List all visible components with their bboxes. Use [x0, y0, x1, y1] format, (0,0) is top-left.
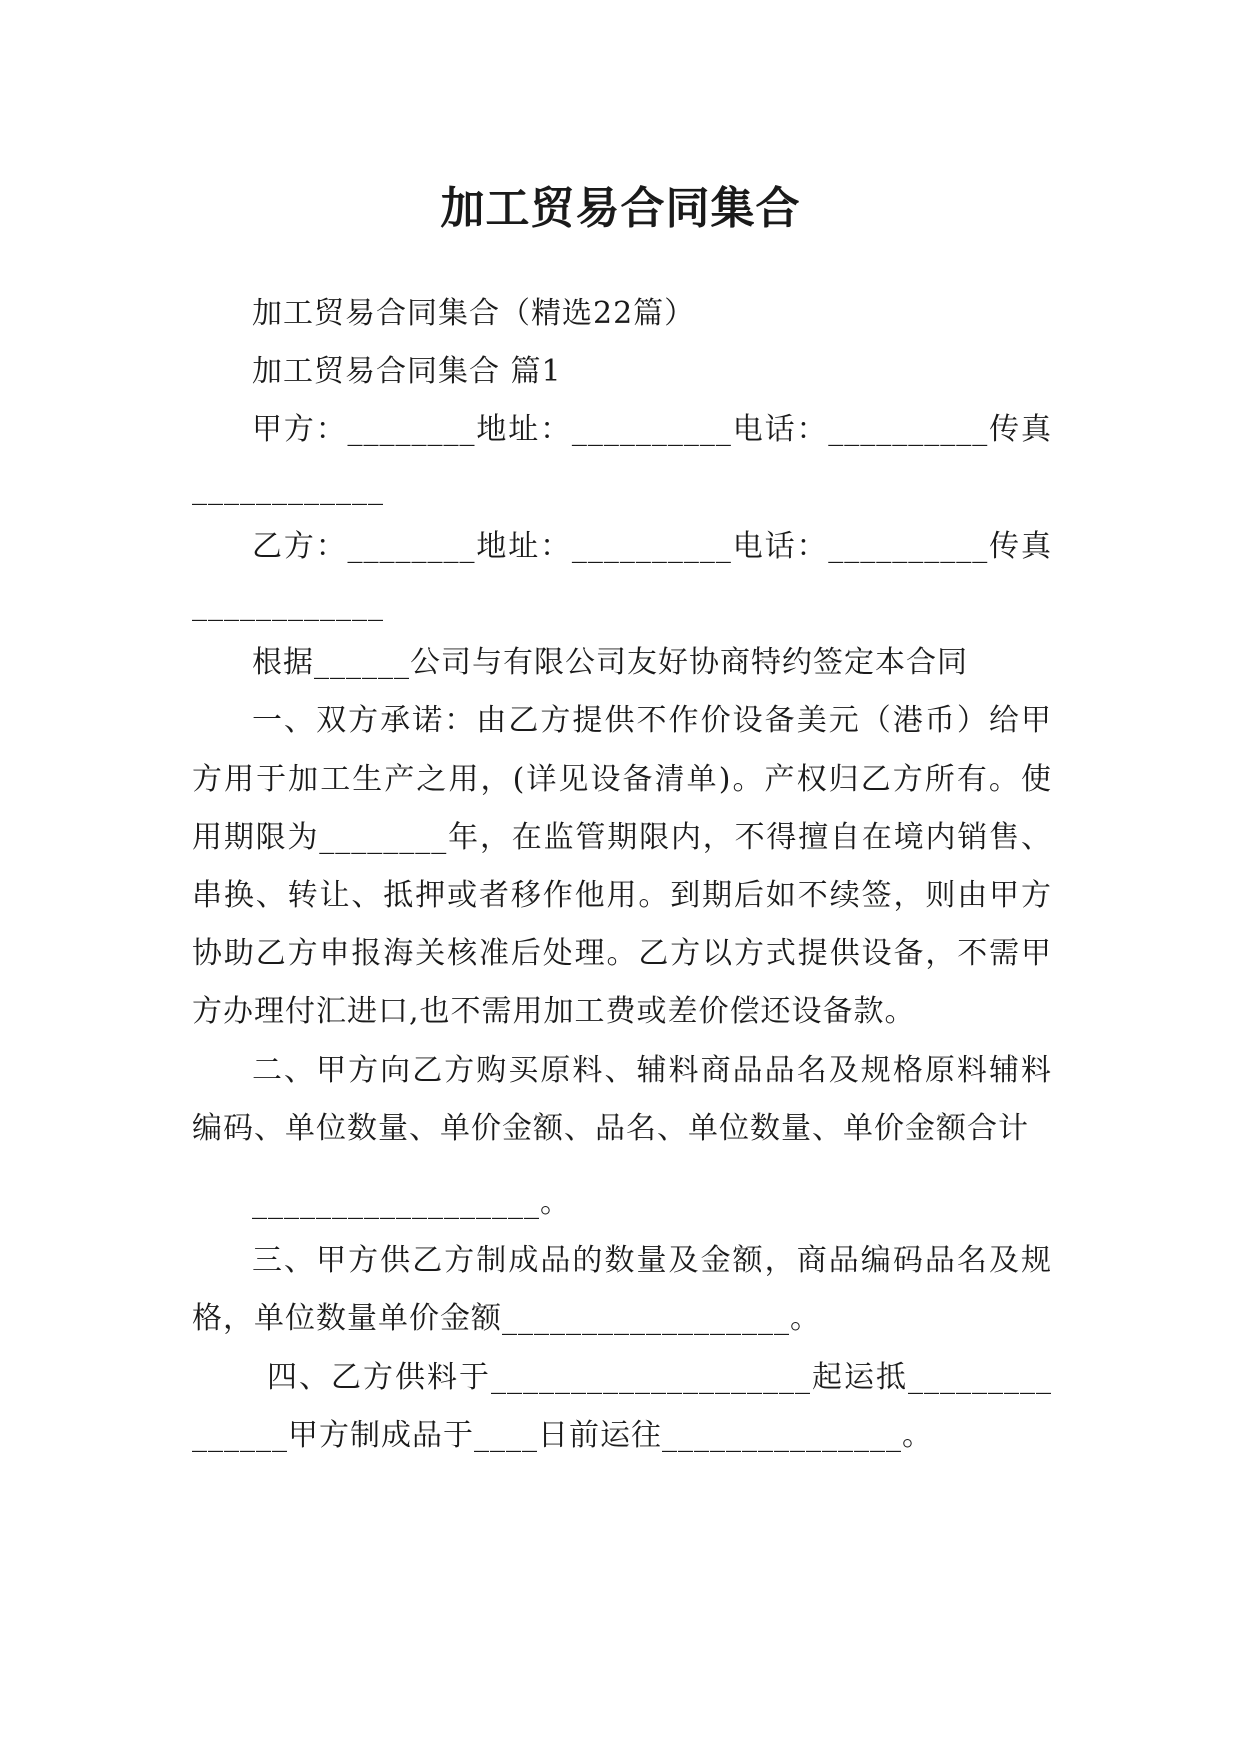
paragraph-basis: 根据______公司与有限公司友好协商特约签定本合同: [252, 645, 968, 681]
paragraph-clause-3: 三、甲方供乙方制成品的数量及金额，商品编码品名及规格，单位数量单价金额__________________。: [192, 1243, 1052, 1337]
paragraph-party-b: 乙方：________地址：__________电话：__________传真____________: [192, 528, 1052, 623]
paragraph-clause-1: 一、双方承诺：由乙方提供不作价设备美元（港币）给甲方用于加工生产之用，(详见设备清单)。产权归乙方所有。使用期限为________年，在监管期限内，不得擅自在境内销售、串换、转让、抵押或者移作他用。到期后如不续签，则由甲方协助乙方申报海关核准后处理。乙方以方式提供设备，不需甲方办理付汇进口,也不需用加工费或差价偿还设备款。: [192, 703, 1052, 1030]
paragraph-subtitle: 加工贸易合同集合（精选22篇）: [252, 296, 696, 331]
paragraph-clause-2: 二、甲方向乙方购买原料、辅料商品品名及规格原料辅料编码、单位数量、单价金额、品名、单位数量、单价金额合计: [192, 1052, 1052, 1146]
document-title: 加工贸易合同集合: [440, 183, 801, 235]
paragraph-clause-2-blank: __________________。: [252, 1185, 571, 1221]
paragraph-clause-4: 四、乙方供料于____________________起运抵_______________甲方制成品于____日前运往_______________。: [192, 1359, 1052, 1453]
document-body: [192, 285, 1052, 1465]
paragraph-party-a: 甲方：________地址：__________电话：__________传真____________: [192, 412, 1052, 506]
paragraph-section-heading: 加工贸易合同集合 篇1: [252, 354, 562, 390]
